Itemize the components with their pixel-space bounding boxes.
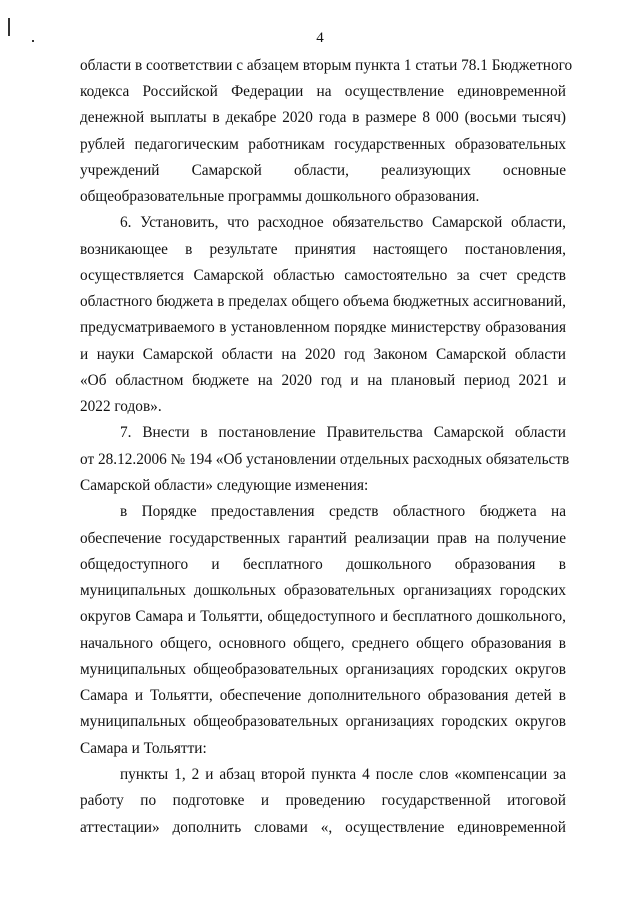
text-line: аттестации» дополнить словами «, осуществление единовременной bbox=[80, 819, 566, 836]
text-line: кодекса Российской Федерации на осуществление единовременной bbox=[80, 83, 566, 100]
text-line: денежной выплаты в декабре 2020 года в размере 8 000 (восьми тысяч) bbox=[80, 109, 566, 126]
text-line: области в соответствии с абзацем вторым пункта 1 статьи 78.1 Бюджетного bbox=[80, 57, 573, 74]
text-line: работу по подготовке и проведению государственной итоговой bbox=[80, 792, 566, 809]
paragraph-start-line: 7. Внести в постановление Правительства Самарской области bbox=[120, 424, 566, 441]
text-line: общедоступного и бесплатного дошкольного образования в bbox=[80, 556, 566, 573]
text-line: учреждений Самарской области, реализующих основные bbox=[80, 162, 566, 179]
text-line: муниципальных общеобразовательных организациях городских округов bbox=[80, 661, 566, 678]
text-line: Самара и Тольятти: bbox=[80, 740, 207, 757]
text-line: от 28.12.2006 № 194 «Об установлении отдельных расходных обязательств bbox=[80, 451, 570, 468]
page-number: 4 bbox=[316, 30, 324, 46]
text-line: возникающее в результате принятия настоящего постановления, bbox=[80, 241, 566, 258]
scan-mark bbox=[8, 18, 10, 36]
text-line: «Об областном бюджете на 2020 год и на плановый период 2021 и bbox=[80, 372, 566, 389]
text-line: начального общего, основного общего, среднего общего образования в bbox=[80, 635, 566, 652]
text-line: Самара и Тольятти, обеспечение дополнительного образования детей в bbox=[80, 687, 566, 704]
text-line: осуществляется Самарской областью самостоятельно за счет средств bbox=[80, 267, 566, 284]
paragraph-start-line: пункты 1, 2 и абзац второй пункта 4 после слов «компенсации за bbox=[120, 766, 566, 783]
text-line: общеобразовательные программы дошкольного образования. bbox=[80, 188, 480, 205]
text-line: Самарской области» следующие изменения: bbox=[80, 477, 369, 494]
scan-mark bbox=[32, 40, 34, 42]
text-line: и науки Самарской области на 2020 год Законом Самарской области bbox=[80, 346, 566, 363]
text-line: областного бюджета в пределах общего объема бюджетных ассигнований, bbox=[80, 293, 566, 310]
text-line: муниципальных дошкольных образовательных организациях городских bbox=[80, 582, 566, 599]
paragraph-start-line: в Порядке предоставления средств областного бюджета на bbox=[120, 503, 566, 520]
text-line: рублей педагогическим работникам государственных образовательных bbox=[80, 136, 566, 153]
text-line: муниципальных общеобразовательных организациях городских округов bbox=[80, 713, 566, 730]
text-line: обеспечение государственных гарантий реализации прав на получение bbox=[80, 530, 566, 547]
text-line: округов Самара и Тольятти, общедоступного и бесплатного дошкольного, bbox=[80, 608, 566, 625]
text-line: предусматриваемого в установленном порядке министерству образования bbox=[80, 319, 566, 336]
paragraph-start-line: 6. Установить, что расходное обязательство Самарской области, bbox=[120, 214, 566, 231]
text-line: 2022 годов». bbox=[80, 398, 162, 415]
